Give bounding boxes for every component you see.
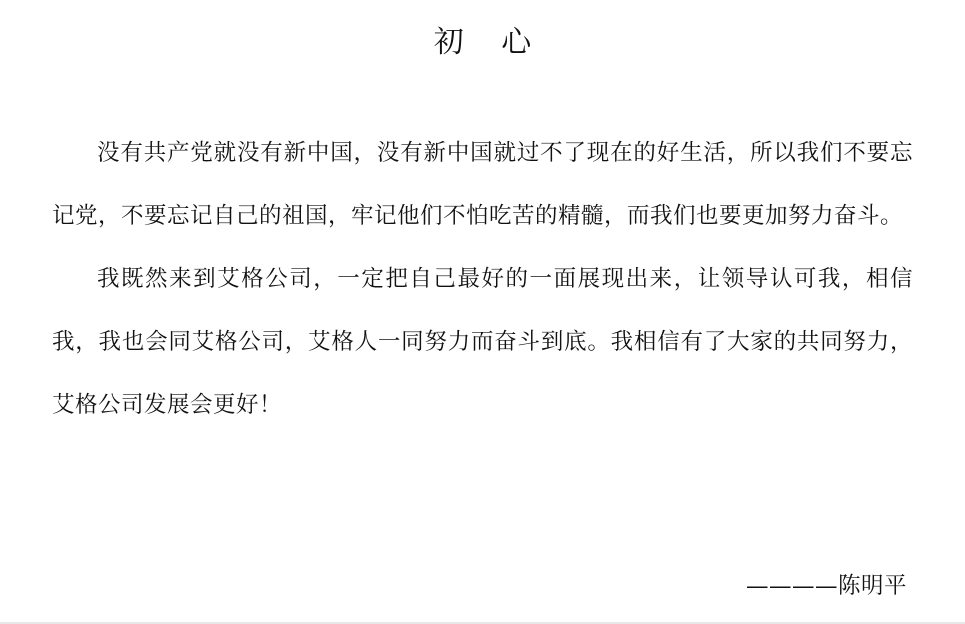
page-title: 初 心: [433, 25, 546, 60]
document-page: [0, 22, 965, 624]
signature: ————陈明平: [745, 573, 907, 599]
paragraph: 我既然来到艾格公司，一定把自己最好的一面展现出来，让领导认可我，相信我，我也会同艾格公司，艾格人一同努力而奋斗到底。我相信有了大家的共同努力，艾格公司发展会更好！: [52, 266, 913, 418]
paragraph: 没有共产党就没有新中国，没有新中国就过不了现在的好生活，所以我们不要忘记党，不要忘记自己的祖国，牢记他们不怕吃苦的精髓，而我们也要更加努力奋斗。: [52, 140, 913, 229]
document-body: [0, 122, 965, 437]
